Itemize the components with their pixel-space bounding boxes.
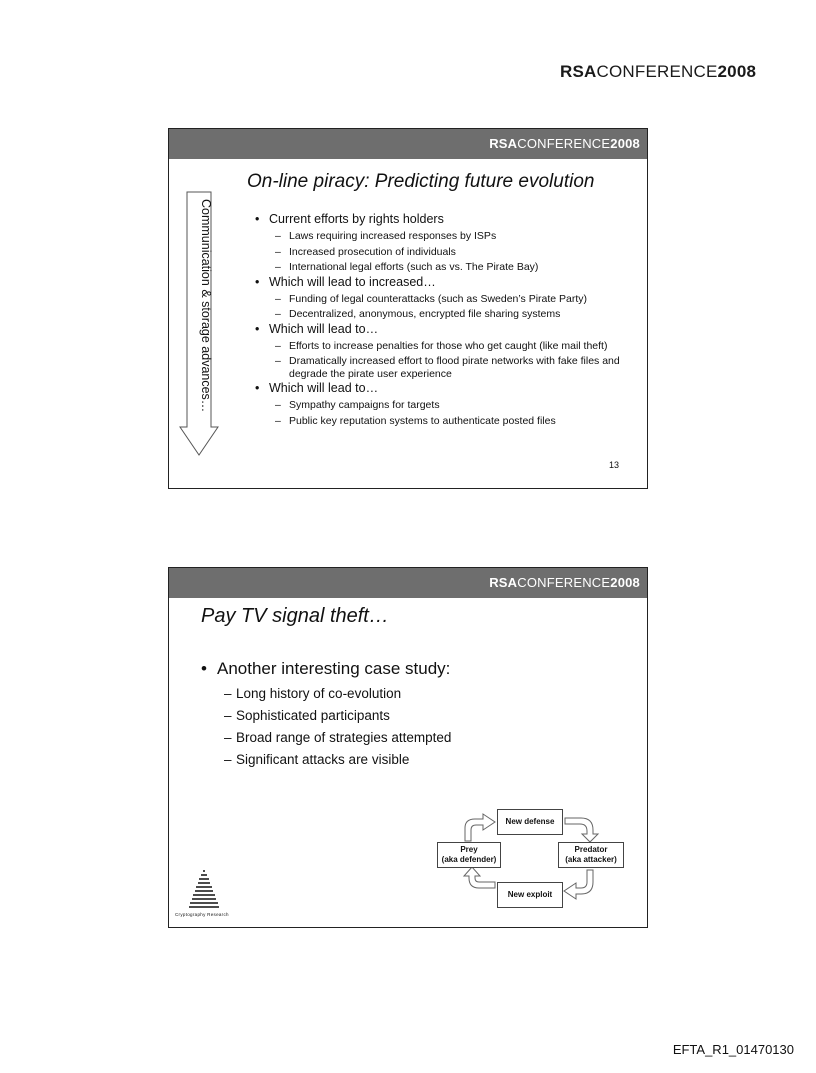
slide-title: On-line piracy: Predicting future evolution	[247, 171, 595, 192]
slide-header-bar	[169, 129, 647, 159]
sub-bullet-item: – Broad range of strategies attempted	[201, 730, 621, 746]
slide-title: Pay TV signal theft…	[201, 605, 389, 627]
prey-sublabel: (aka defender)	[441, 855, 497, 864]
logo-rsa-text: RSA	[560, 62, 597, 81]
new-defense-box	[497, 809, 563, 835]
bullet-item: • Current efforts by rights holders	[255, 212, 645, 227]
prey-label: Prey	[460, 845, 478, 854]
slide-header-bar	[169, 568, 647, 598]
rsa-conference-logo	[560, 62, 756, 82]
company-logo-text: Cryptography Research	[175, 912, 229, 917]
sub-bullet-item: – International legal efforts (such as vs. The Pirate Bay)	[255, 261, 645, 274]
header-logo-rsa: RSA	[489, 136, 518, 151]
sub-bullet-item: – Decentralized, anonymous, encrypted file sharing systems	[255, 308, 645, 321]
sub-bullet-item: – Significant attacks are visible	[201, 752, 621, 768]
sub-bullet-item: – Dramatically increased effort to flood pirate networks with fake files and degrade the pirate user experience	[255, 355, 645, 380]
sub-bullet-item: – Public key reputation systems to authenticate posted files	[255, 415, 645, 428]
bullet-item: • Which will lead to…	[255, 381, 645, 396]
new-exploit-box	[497, 882, 563, 908]
bullet-item: • Which will lead to increased…	[255, 275, 645, 290]
predator-label: Predator	[574, 845, 608, 854]
sub-bullet-item: – Sympathy campaigns for targets	[255, 399, 645, 412]
header-logo-year: 2008	[610, 575, 640, 590]
prey-box	[437, 842, 501, 868]
slide-pay-tv	[168, 567, 648, 928]
bullet-list	[255, 211, 645, 427]
new-defense-label: New defense	[505, 817, 555, 826]
bullet-list	[201, 658, 621, 768]
pyramid-icon	[189, 868, 219, 910]
sub-bullet-item: – Increased prosecution of individuals	[255, 246, 645, 259]
slide-header-logo	[489, 136, 640, 151]
document-id: EFTA_R1_01470130	[672, 1042, 794, 1057]
bullet-item: • Another interesting case study:	[201, 658, 621, 680]
sub-bullet-item: – Efforts to increase penalties for those who get caught (like mail theft)	[255, 340, 645, 353]
header-logo-rsa: RSA	[489, 575, 518, 590]
sub-bullet-item: – Laws requiring increased responses by ISPs	[255, 230, 645, 243]
header-logo-year: 2008	[610, 136, 640, 151]
cryptography-research-logo	[175, 868, 231, 922]
new-exploit-label: New exploit	[507, 890, 553, 899]
sub-bullet-item: – Sophisticated participants	[201, 708, 621, 724]
sub-bullet-item: – Funding of legal counterattacks (such as Sweden’s Pirate Party)	[255, 293, 645, 306]
bullet-item: • Which will lead to…	[255, 322, 645, 337]
predator-prey-cycle-diagram	[431, 804, 631, 914]
slide-page-number: 13	[608, 460, 619, 470]
arrow-label: Communication & storage advances…	[199, 199, 213, 413]
header-logo-conference: CONFERENCE	[517, 136, 611, 151]
predator-box	[558, 842, 624, 868]
header-logo-conference: CONFERENCE	[517, 575, 611, 590]
down-arrow	[179, 191, 219, 457]
slide-online-piracy	[168, 128, 648, 489]
logo-conference-text: CONFERENCE	[596, 62, 718, 81]
predator-sublabel: (aka attacker)	[565, 855, 617, 864]
logo-year-text: 2008	[717, 62, 757, 81]
sub-bullet-item: – Long history of co-evolution	[201, 686, 621, 702]
slide-header-logo	[489, 575, 640, 590]
